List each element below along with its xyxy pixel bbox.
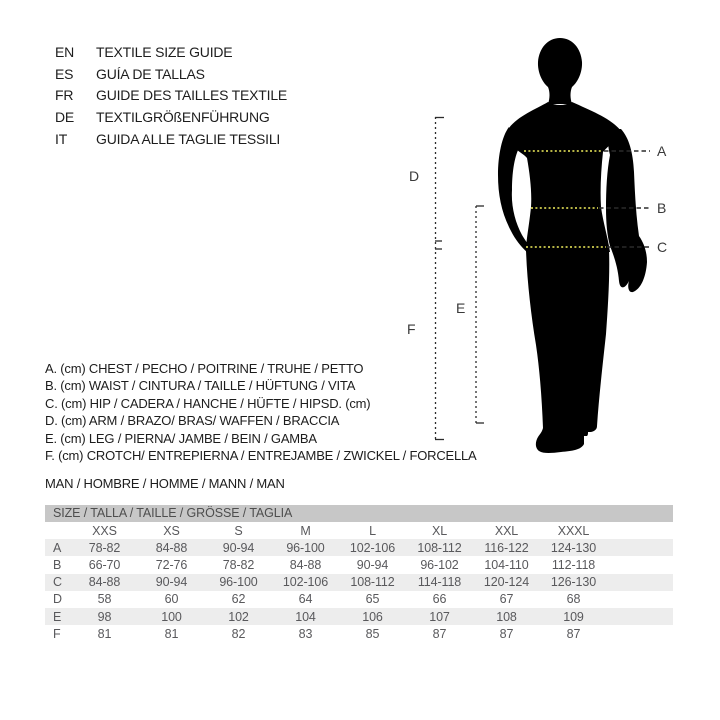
table-cell: 96-100 xyxy=(286,540,325,555)
man-silhouette xyxy=(498,38,647,453)
chest-label: A xyxy=(657,143,667,159)
table-row xyxy=(45,625,673,642)
measurement-line-chest: A. (cm) CHEST / PECHO / POITRINE / TRUHE / PETTO xyxy=(45,361,364,376)
table-cell: 72-76 xyxy=(155,557,188,572)
table-cell: 96-102 xyxy=(420,557,459,572)
table-cell: 81 xyxy=(164,626,179,641)
column-header: XXS xyxy=(92,523,117,538)
table-cell: 90-94 xyxy=(356,557,389,572)
table-cell: 90-94 xyxy=(155,575,188,590)
table-cell: 66 xyxy=(432,592,447,607)
table-cell: 62 xyxy=(231,592,246,607)
language-row xyxy=(55,107,287,129)
arm-label: D xyxy=(409,168,420,184)
table-cell: 87 xyxy=(566,626,581,641)
language-list xyxy=(55,42,287,151)
row-label: C xyxy=(53,575,62,590)
table-cell: 85 xyxy=(365,626,380,641)
table-cell: 78-82 xyxy=(222,557,255,572)
table-cell: 120-124 xyxy=(483,575,530,590)
table-cell: 90-94 xyxy=(222,540,255,555)
language-row xyxy=(55,85,287,107)
table-cell: 102 xyxy=(228,609,249,624)
column-header: XL xyxy=(431,523,448,538)
table-cell: 84-88 xyxy=(155,540,188,555)
language-row xyxy=(55,64,287,86)
table-cell: 65 xyxy=(365,592,380,607)
measurement-line-leg: E. (cm) LEG / PIERNA/ JAMBE / BEIN / GAMBA xyxy=(45,430,317,446)
measurement-line-hip: C. (cm) HIP / CADERA / HANCHE / HÜFTE / HIPSD. (cm) xyxy=(45,395,371,411)
language-row xyxy=(55,42,287,64)
table-cell: 106 xyxy=(362,609,383,624)
table-column-header-row xyxy=(45,522,673,539)
table-cell: 102-106 xyxy=(282,575,329,590)
waist-label: B xyxy=(657,200,667,216)
row-label: A xyxy=(53,540,62,555)
language-code: FR xyxy=(55,87,74,104)
language-title: GUIDA ALLE TAGLIE TESSILI xyxy=(96,130,281,147)
language-code: IT xyxy=(55,130,68,147)
size-table xyxy=(45,505,673,642)
column-header: M xyxy=(300,523,311,538)
table-cell: 114-118 xyxy=(417,575,462,590)
table-cell: 81 xyxy=(97,626,112,641)
table-row xyxy=(45,608,673,625)
table-row xyxy=(45,591,673,608)
table-cell: 58 xyxy=(97,592,112,607)
table-cell: 84-88 xyxy=(88,575,121,590)
row-label: E xyxy=(53,609,62,624)
table-cell: 107 xyxy=(429,609,450,624)
table-cell: 104 xyxy=(295,609,316,624)
language-row xyxy=(55,129,287,151)
language-title: GUÍA DE TALLAS xyxy=(96,65,205,82)
table-cell: 124-130 xyxy=(550,540,597,555)
language-code: ES xyxy=(55,65,74,82)
leg-label: E xyxy=(456,300,466,316)
table-cell: 60 xyxy=(164,592,179,607)
measurement-line-arm: D. (cm) ARM / BRAZO/ BRAS/ WAFFEN / BRACCIA xyxy=(45,413,340,429)
row-label: F xyxy=(53,626,61,641)
table-cell: 112-118 xyxy=(551,557,596,572)
table-cell: 96-100 xyxy=(219,575,258,590)
measurement-line-crotch: F. (cm) CROTCH/ ENTREPIERNA / ENTREJAMBE / ZWICKEL / FORCELLA xyxy=(45,448,477,464)
table-cell: 84-88 xyxy=(289,557,322,572)
language-title: GUIDE DES TAILLES TEXTILE xyxy=(96,87,288,104)
table-cell: 83 xyxy=(298,626,313,641)
column-header: L xyxy=(369,523,376,538)
row-label: D xyxy=(53,592,62,607)
column-header: XXL xyxy=(494,523,519,538)
column-header: XXXL xyxy=(557,523,590,538)
table-cell: 102-106 xyxy=(349,540,396,555)
table-cell: 100 xyxy=(161,609,182,624)
gender-line: MAN / HOMBRE / HOMME / MANN / MAN xyxy=(45,476,285,492)
table-cell: 87 xyxy=(432,626,447,641)
table-cell: 108 xyxy=(496,609,517,624)
row-label: B xyxy=(53,557,62,572)
table-cell: 109 xyxy=(563,609,584,624)
column-header: XS xyxy=(163,523,180,538)
language-code: DE xyxy=(55,109,75,126)
table-cell: 104-110 xyxy=(484,557,529,572)
table-row xyxy=(45,539,673,556)
table-cell: 126-130 xyxy=(550,575,597,590)
table-cell: 64 xyxy=(298,592,313,607)
table-cell: 116-122 xyxy=(484,540,529,555)
table-cell: 67 xyxy=(499,592,514,607)
column-header: S xyxy=(234,523,243,538)
table-row xyxy=(45,556,673,573)
table-row xyxy=(45,574,673,591)
table-cell: 108-112 xyxy=(417,540,462,555)
table-cell: 82 xyxy=(231,626,246,641)
crotch-label: F xyxy=(407,321,416,337)
table-cell: 108-112 xyxy=(350,575,395,590)
table-cell: 66-70 xyxy=(88,557,121,572)
table-cell: 78-82 xyxy=(88,540,121,555)
table-cell: 98 xyxy=(97,609,112,624)
language-title: TEXTILE SIZE GUIDE xyxy=(96,44,233,60)
table-cell: 68 xyxy=(566,592,581,607)
measurement-legend xyxy=(45,360,477,493)
table-title-bar: SIZE / TALLA / TAILLE / GRÖSSE / TAGLIA xyxy=(45,505,673,522)
table-cell: 87 xyxy=(499,626,514,641)
hip-label: C xyxy=(657,239,668,255)
language-code: EN xyxy=(55,44,75,60)
language-title: TEXTILGRÖßENFÜHRUNG xyxy=(96,109,270,126)
measurement-line-waist: B. (cm) WAIST / CINTURA / TAILLE / HÜFTUNG / VITA xyxy=(45,378,356,394)
